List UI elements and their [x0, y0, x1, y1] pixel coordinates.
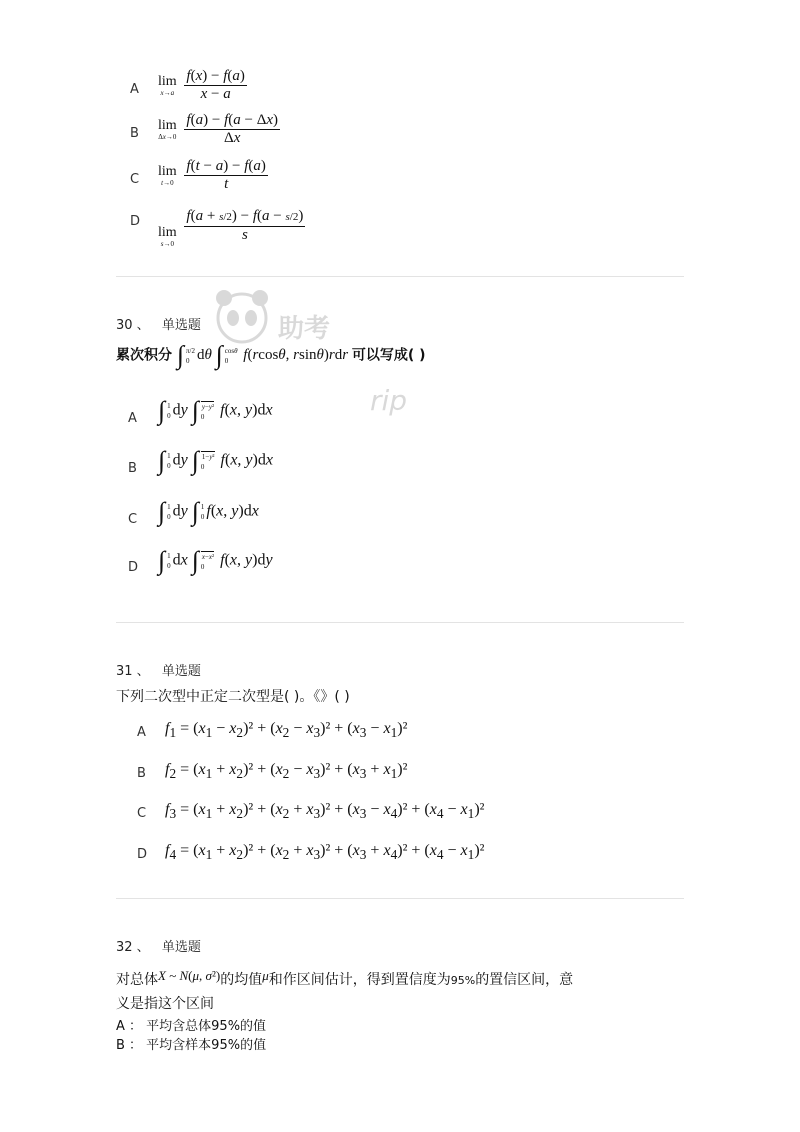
q31-option-a-formula: $f_1 = (x_1 - x_2)^2 + (x_2 - x_3)^2 + (x_3 - x_1)^2$	[165, 720, 408, 741]
q29-option-a-letter: A	[130, 82, 139, 97]
q29-option-a-formula: lim x→a $\frac{f(x) - f(a)}{x - a}$	[158, 68, 245, 102]
q30-stem-formula: ∫ π/2 0 dθ ∫ cosθ 0 f(rcosθ, rsinθ)rdr	[176, 341, 349, 370]
panda-watermark-icon	[212, 288, 272, 344]
q32-stem-part3: 和作区间估计，得到置信度为	[268, 972, 451, 988]
q29-option-b-formula: lim Δx→0 $\frac{f(a) - f(a - \Delta x)}{\Delta x}$	[158, 112, 279, 146]
q30-stem-suffix: 可以写成( )	[351, 347, 426, 364]
q29-option-b-letter: B	[130, 126, 139, 141]
q31-option-c-letter: C	[137, 806, 147, 821]
q31-option-d-letter: D	[137, 847, 148, 862]
q31-option-a-letter: A	[137, 725, 146, 740]
q30-option-b-letter: B	[128, 461, 137, 476]
q30-stem-prefix: 累次积分	[116, 347, 172, 364]
watermark-text: 助考	[278, 314, 331, 344]
q30-stem	[116, 343, 426, 369]
q32-stem-part4: 的置信区间，意	[475, 972, 574, 988]
q30-option-c-formula: ∫ 1 0 dy ∫ 1 0 f(x, y)dx	[158, 497, 259, 526]
q30-type: 单选题	[161, 318, 201, 333]
q32-stem-part1: 对总体	[116, 972, 158, 988]
divider	[116, 622, 684, 623]
q29-option-c-letter: C	[130, 172, 140, 187]
q30-option-a-formula: ∫ 1 0 dy ∫ y−y² 0 f(x, y)dx	[158, 396, 273, 425]
q32-stem-line1	[116, 968, 573, 989]
watermark-text-2: rip	[370, 384, 408, 417]
q29-option-d-letter: D	[130, 214, 141, 229]
q31-type: 单选题	[161, 664, 201, 679]
divider	[116, 276, 684, 277]
q30-header	[116, 314, 201, 333]
q30-option-b-formula: ∫ 1 0 dy ∫ 1−y² 0 f(x, y)dx	[158, 446, 273, 475]
q30-option-d-formula: ∫ 1 0 dx ∫ x−x² 0 f(x, y)dy	[158, 546, 273, 575]
q30-number: 30 、	[116, 318, 150, 333]
q31-number: 31 、	[116, 664, 150, 679]
q32-answer-b: B ： 平均含样本95%的值	[116, 1038, 267, 1053]
q31-option-c-formula: $f_3 = (x_1 + x_2)^2 + (x_2 + x_3)^2 + (x_3 - x_4)^2 + (x_4 - x_1)^2$	[165, 801, 485, 822]
q32-answer-a: A ： 平均含总体95%的值	[116, 1019, 267, 1034]
q32-stem-formula-mu: μ	[262, 968, 269, 983]
q30-option-c-letter: C	[128, 512, 138, 527]
q30-option-a-letter: A	[128, 411, 137, 426]
q32-type: 单选题	[161, 940, 201, 955]
q31-stem: 下列二次型中正定二次型是( )。《》( )	[116, 689, 350, 705]
q31-header	[116, 660, 201, 679]
q30-option-d-letter: D	[128, 560, 139, 575]
q32-header	[116, 936, 201, 955]
q31-option-b-letter: B	[137, 766, 146, 781]
q32-stem-pct: 95%	[450, 974, 476, 987]
q32-number: 32 、	[116, 940, 150, 955]
q29-option-d-formula: lim s→0 $\frac{f(a + s/2) - f(a - s/2)}{s}$	[158, 208, 304, 248]
q31-option-b-formula: $f_2 = (x_1 + x_2)^2 + (x_2 - x_3)^2 + (x_3 + x_1)^2$	[165, 761, 408, 782]
q32-stem-line2: 义是指这个区间	[116, 996, 214, 1012]
divider	[116, 898, 684, 899]
q32-stem-formula-dist: X ~ N(μ, σ²)	[158, 968, 221, 983]
q29-option-c-formula: lim t→0 $\frac{f(t - a) - f(a)}{t}$	[158, 158, 266, 192]
q31-option-d-formula: $f_4 = (x_1 + x_2)^2 + (x_2 + x_3)^2 + (x_3 + x_4)^2 + (x_4 - x_1)^2$	[165, 842, 485, 863]
q32-stem-part2: 的均值	[220, 972, 263, 988]
